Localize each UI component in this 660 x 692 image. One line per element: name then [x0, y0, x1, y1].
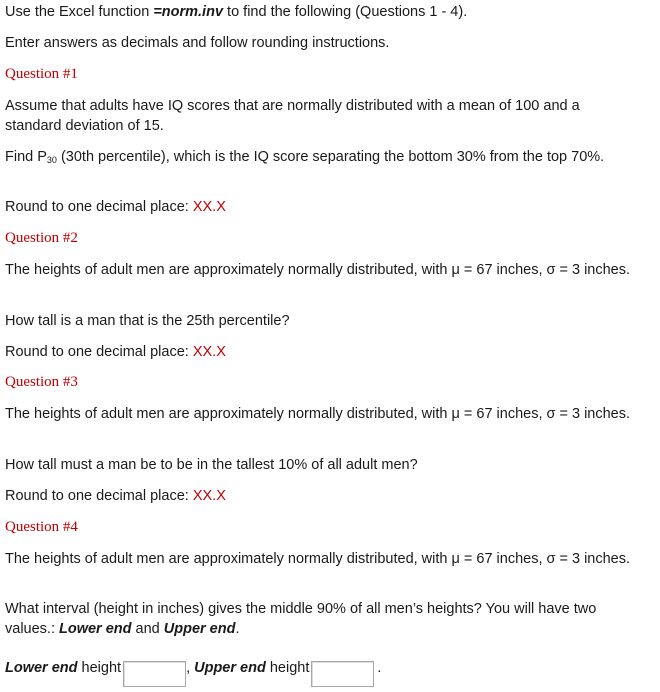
question-4-heading: Question #4 [5, 519, 78, 535]
intro-line-1 [5, 2, 635, 22]
separator: , [186, 660, 195, 676]
percentile-symbol: Find P [5, 149, 47, 165]
question-3-text: The heights of adult men are approximately normally distributed, with μ = 67 inches, σ = 3 inches. [5, 406, 631, 422]
question-4-prompt [5, 599, 635, 639]
percentile-subscript: 30 [46, 155, 57, 165]
question-3-prompt: How tall must a man be to be in the tallest 10% of all adult men? [5, 457, 418, 473]
answer-row [5, 656, 635, 687]
lower-end-label: Lower end [5, 660, 78, 676]
question-1-heading: Question #1 [5, 66, 78, 82]
intro-text-end: to find the following (Questions 1 - 4). [223, 4, 468, 20]
intro-text: Use the Excel function [5, 4, 154, 20]
question-1-text: Assume that adults have IQ scores that are normally distributed with a mean of 100 and a standard deviation of 15. [5, 98, 580, 134]
question-2-rounding [5, 342, 635, 362]
rounding-format: XX.X [192, 199, 226, 215]
upper-end-label: Upper end [194, 660, 266, 676]
rounding-label: Round to one decimal place: [5, 344, 193, 360]
lower-end-input[interactable] [123, 661, 186, 687]
rounding-label: Round to one decimal place: [5, 199, 193, 215]
intro-line-2: Enter answers as decimals and follow rounding instructions. [5, 35, 390, 51]
rounding-label: Round to one decimal place: [5, 488, 193, 504]
question-4-prompt-text: What interval (height in inches) gives the middle 90% of all men’s heights? You will have two values.: [5, 601, 597, 637]
lower-height-label: height [77, 660, 122, 676]
question-3-heading: Question #3 [5, 374, 78, 390]
question-1-prompt-text: (30th percentile), which is the IQ score separating the bottom 30% from the top 70%. [56, 149, 605, 165]
final-period: . [377, 660, 382, 676]
question-1-rounding [5, 197, 635, 217]
upper-height-label: height [265, 660, 310, 676]
excel-function: =norm.inv [153, 4, 224, 20]
rounding-format: XX.X [192, 344, 226, 360]
upper-end-input[interactable] [311, 661, 374, 687]
conjunction: and [131, 621, 164, 637]
lower-end-term: Lower end [59, 621, 132, 637]
question-4-text: The heights of adult men are approximately normally distributed, with μ = 67 inches, σ = 3 inches. [5, 551, 631, 567]
question-2-text: The heights of adult men are approximately normally distributed, with μ = 67 inches, σ = 3 inches. [5, 262, 631, 278]
question-2-prompt: How tall is a man that is the 25th percentile? [5, 313, 290, 329]
upper-end-term: Upper end [163, 621, 236, 637]
question-1-prompt [5, 147, 635, 170]
period: . [235, 621, 240, 637]
rounding-format: XX.X [192, 488, 226, 504]
question-3-rounding [5, 486, 635, 506]
question-2-heading: Question #2 [5, 230, 78, 246]
